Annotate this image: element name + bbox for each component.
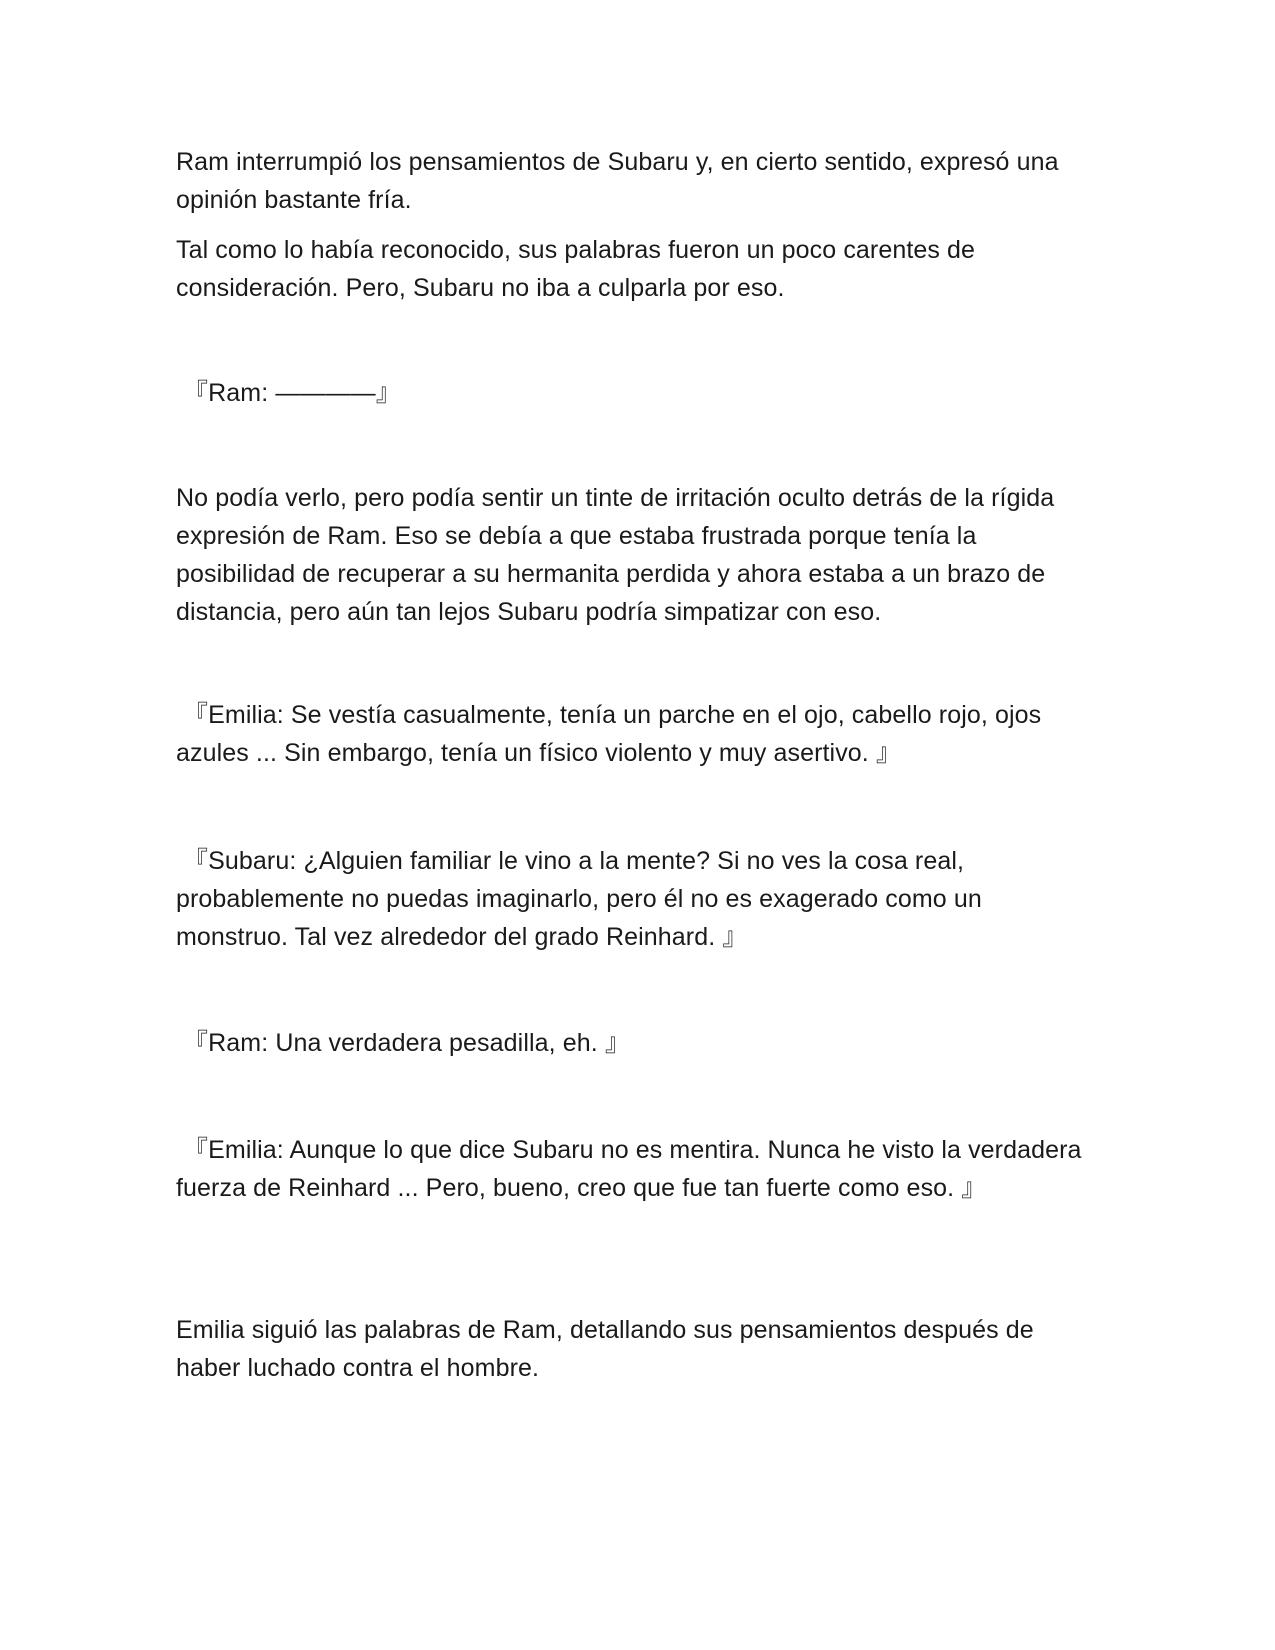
- paragraph-narration-4: Emilia siguió las palabras de Ram, detallando sus pensamientos después de haber luchado contra el hombre.: [176, 1316, 1034, 1382]
- dialogue-ram-1: 『Ram: ————』: [176, 379, 401, 407]
- paragraph-narration-3: No podía verlo, pero podía sentir un tinte de irritación oculto detrás de la rígida expresión de Ram. Eso se debía a que estaba frustrada porque tenía la posibilidad de recuperar a su hermanita perdida y ahora estaba a un brazo de distancia, pero aún tan lejos Subaru podría simpatizar con eso.: [176, 484, 1055, 626]
- paragraph-narration-1: Ram interrumpió los pensamientos de Subaru y, en cierto sentido, expresó una opinión bastante fría.: [176, 148, 1059, 214]
- dialogue-emilia-1: 『Emilia: Se vestía casualmente, tenía un parche en el ojo, cabello rojo, ojos azules ... Sin embargo, tenía un físico violento y muy asertivo. 』: [176, 701, 1042, 767]
- dialogue-subaru-1: 『Subaru: ¿Alguien familiar le vino a la mente? Si no ves la cosa real, probablemente no puedas imaginarlo, pero él no es exagerado como un monstruo. Tal vez alrededor del grado Reinhard. 』: [176, 847, 982, 951]
- paragraph-narration-2: Tal como lo había reconocido, sus palabras fueron un poco carentes de consideración. Pero, Subaru no iba a culparla por eso.: [176, 236, 976, 302]
- dialogue-emilia-2: 『Emilia: Aunque lo que dice Subaru no es mentira. Nunca he visto la verdadera fuerza de Reinhard ... Pero, bueno, creo que fue tan fuerte como eso. 』: [176, 1136, 1082, 1202]
- dialogue-ram-2: 『Ram: Una verdadera pesadilla, eh. 』: [176, 1029, 630, 1057]
